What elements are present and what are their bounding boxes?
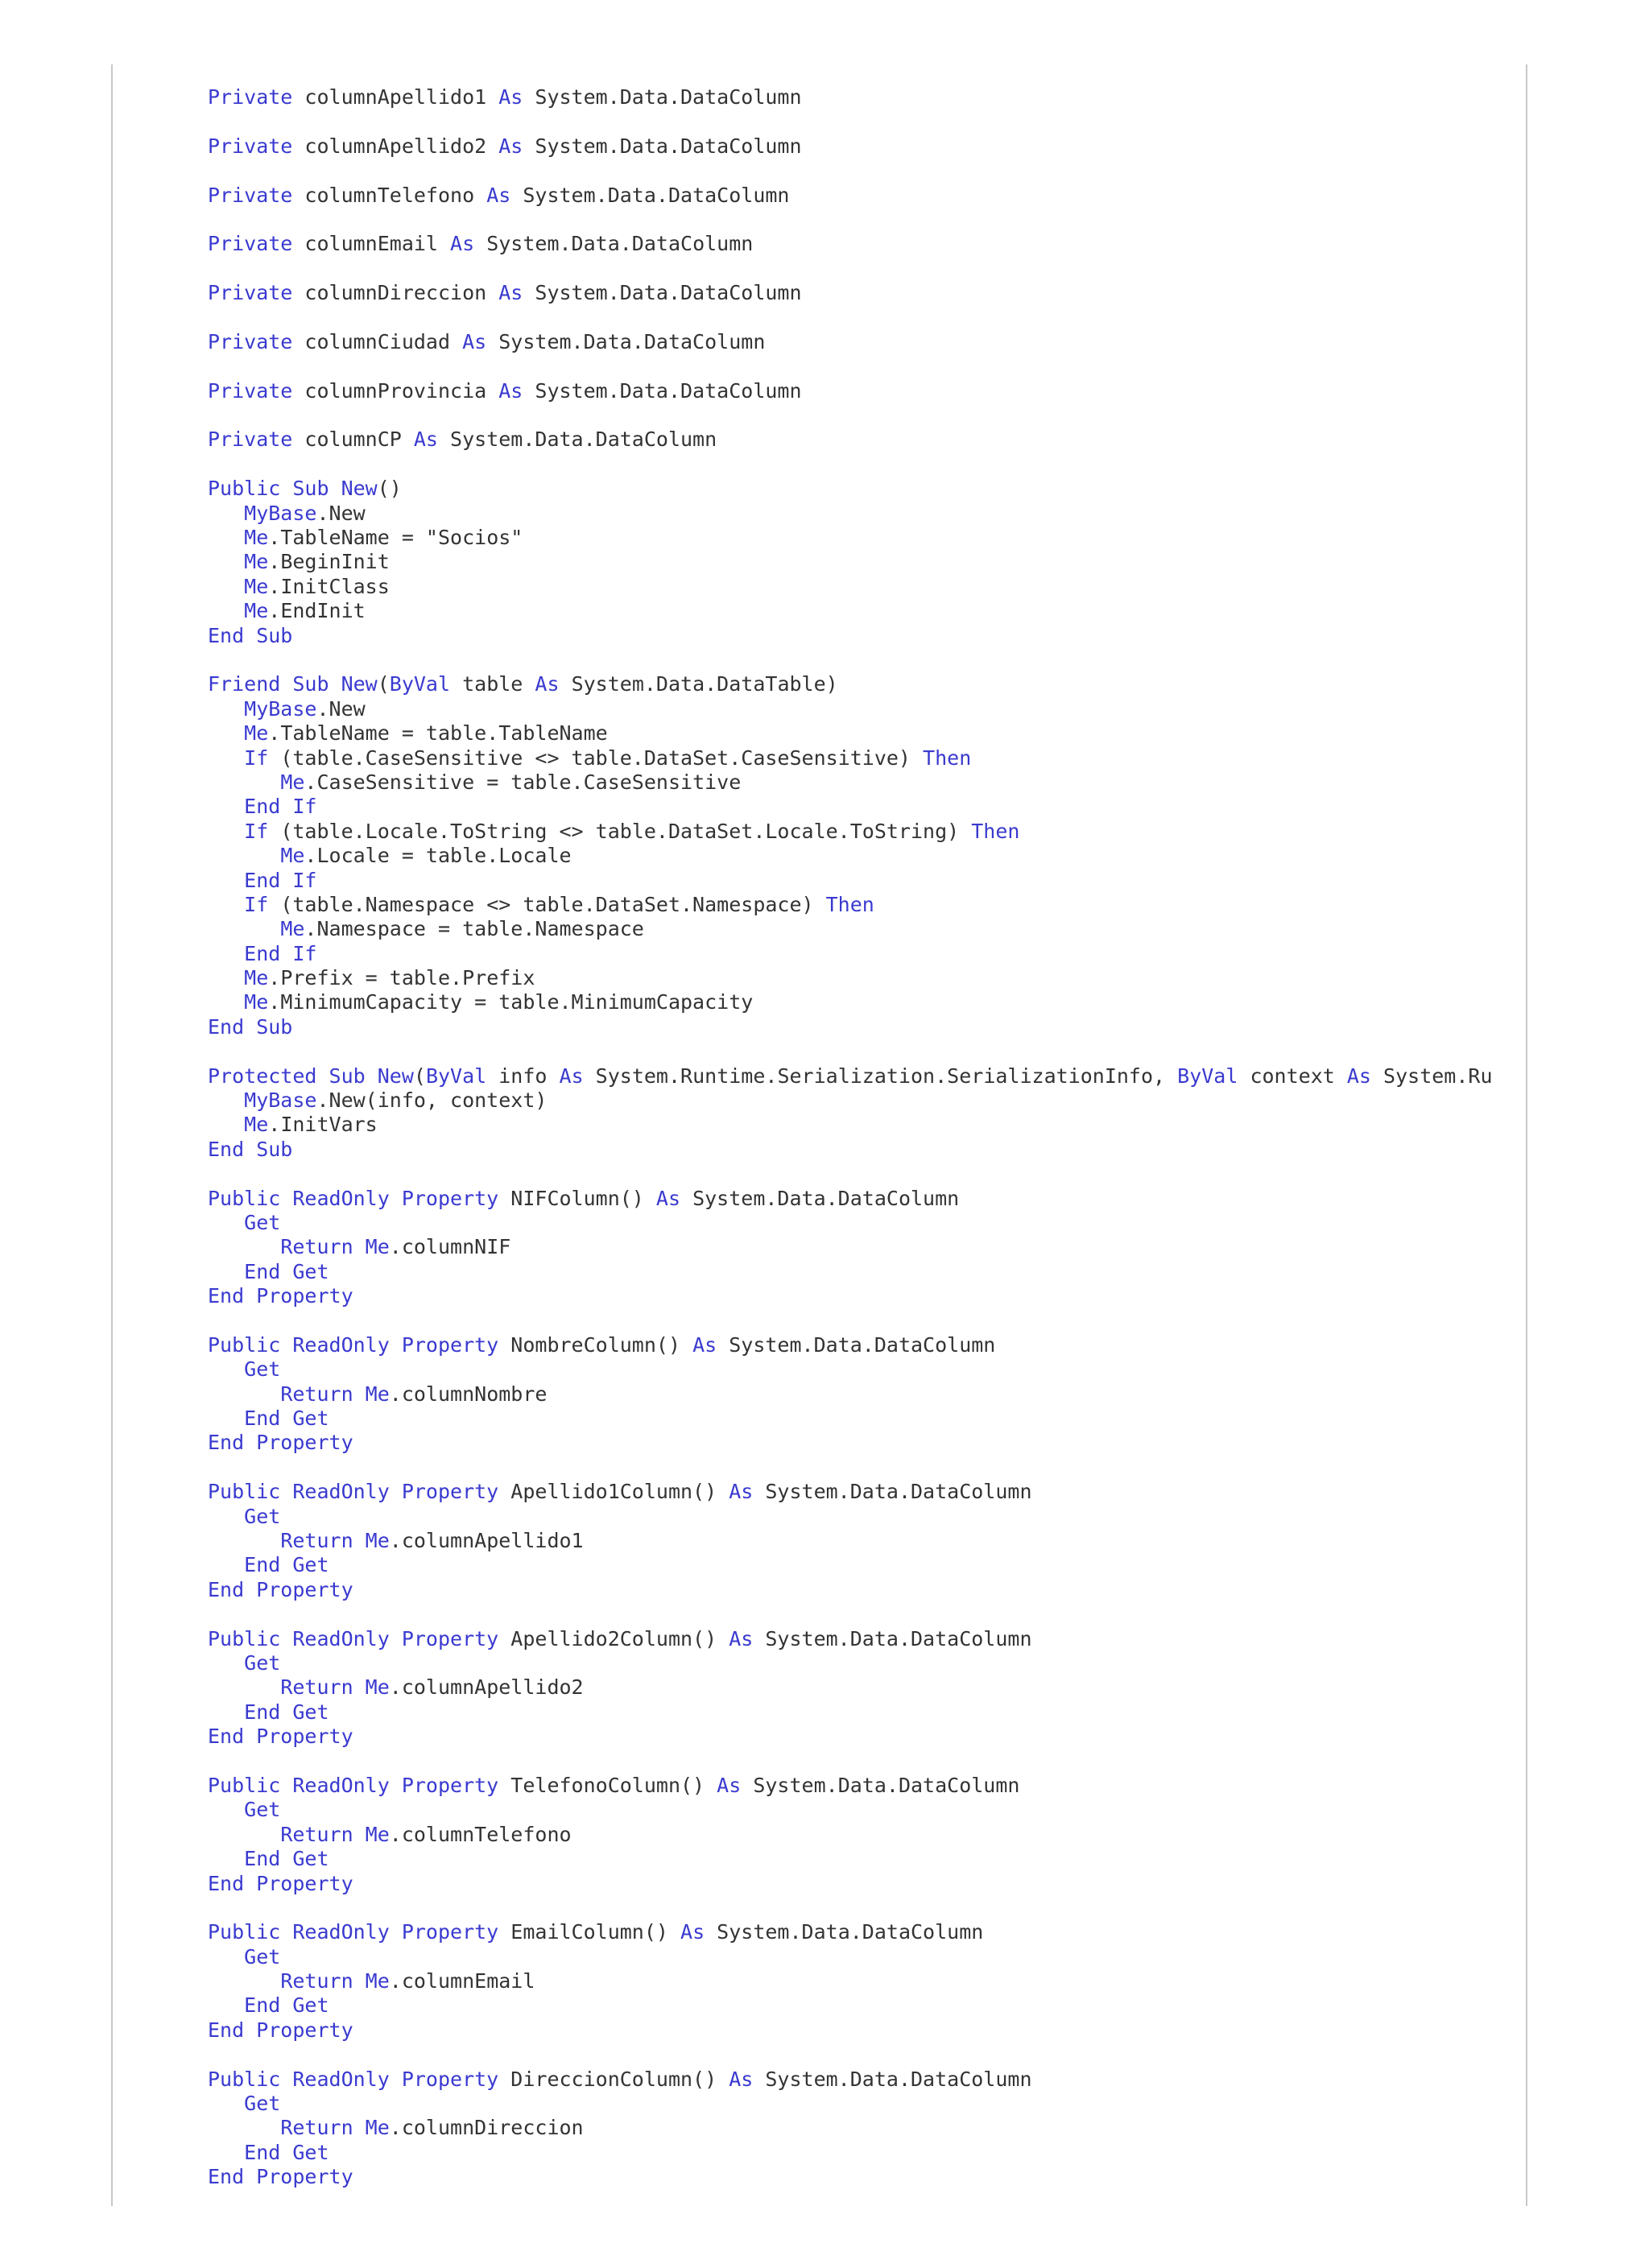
code-text: .New bbox=[316, 501, 366, 525]
blank-line bbox=[208, 109, 1649, 134]
code-line bbox=[208, 1260, 1649, 1284]
code-keyword: Return Me bbox=[280, 1529, 390, 1553]
code-text: .EndInit bbox=[268, 599, 366, 623]
code-line bbox=[208, 477, 1649, 501]
code-text bbox=[208, 697, 244, 721]
blank-line bbox=[208, 648, 1649, 672]
code-listing bbox=[208, 85, 1649, 2190]
blank-line bbox=[208, 1309, 1649, 1333]
code-text bbox=[208, 502, 244, 525]
code-text bbox=[208, 893, 244, 916]
code-keyword: As bbox=[729, 2067, 754, 2091]
code-text: .columnNIF bbox=[389, 1235, 511, 1259]
blank-line bbox=[208, 2043, 1649, 2067]
code-keyword: End If bbox=[244, 795, 317, 819]
code-text: .Prefix = table.Prefix bbox=[268, 966, 535, 990]
code-text: System.Data.DataColumn bbox=[523, 134, 802, 158]
code-text: .CaseSensitive = table.CaseSensitive bbox=[304, 770, 742, 794]
code-keyword: As bbox=[498, 85, 523, 109]
code-keyword: Me bbox=[244, 526, 269, 550]
code-text bbox=[208, 1529, 280, 1552]
code-text: System.Data.DataColumn bbox=[680, 1186, 960, 1210]
code-text bbox=[208, 1798, 244, 1821]
code-keyword: End Property bbox=[208, 2018, 353, 2042]
code-line bbox=[208, 1480, 1649, 1504]
code-text: TelefonoColumn() bbox=[498, 1773, 717, 1797]
code-keyword: Then bbox=[923, 746, 972, 770]
code-line bbox=[208, 2116, 1649, 2140]
code-line bbox=[208, 184, 1649, 208]
code-text: table bbox=[450, 672, 535, 696]
code-keyword: As bbox=[1346, 1064, 1371, 1088]
code-line bbox=[208, 1015, 1649, 1039]
code-text: .columnEmail bbox=[389, 1969, 535, 1993]
code-text: .New bbox=[316, 696, 366, 721]
code-text bbox=[208, 770, 280, 794]
code-text bbox=[208, 1260, 244, 1283]
code-line bbox=[208, 966, 1649, 990]
code-text: .InitClass bbox=[268, 574, 390, 598]
code-keyword: Public ReadOnly Property bbox=[208, 1773, 499, 1797]
code-text: System.Data.DataTable) bbox=[559, 672, 838, 696]
code-line bbox=[208, 942, 1649, 966]
code-keyword: As bbox=[498, 378, 523, 403]
code-keyword: Private bbox=[208, 329, 293, 353]
code-keyword: End Sub bbox=[208, 1014, 293, 1039]
code-text: .Namespace = table.Namespace bbox=[304, 917, 644, 941]
code-text bbox=[208, 746, 244, 770]
code-text: System.Data.DataColumn bbox=[753, 2067, 1032, 2091]
code-line bbox=[208, 1945, 1649, 1969]
code-line bbox=[208, 1284, 1649, 1308]
code-text bbox=[208, 575, 244, 598]
code-keyword: Me bbox=[244, 550, 269, 574]
code-line bbox=[208, 2092, 1649, 2116]
code-keyword: End Get bbox=[244, 1700, 329, 1724]
code-line bbox=[208, 1407, 1649, 1431]
code-text bbox=[208, 2116, 280, 2139]
code-keyword: Return Me bbox=[280, 2116, 390, 2140]
code-keyword: Public ReadOnly Property bbox=[208, 1626, 499, 1650]
blank-line bbox=[208, 208, 1649, 232]
code-line bbox=[208, 844, 1649, 868]
code-keyword: As bbox=[450, 232, 475, 256]
code-text: .New(info, context) bbox=[316, 1089, 548, 1113]
code-keyword: Get bbox=[244, 1210, 281, 1234]
code-keyword: MyBase bbox=[244, 501, 317, 525]
code-text: System.Data.DataColumn bbox=[510, 183, 790, 207]
code-keyword: Private bbox=[208, 85, 293, 109]
code-line bbox=[208, 1872, 1649, 1896]
code-line bbox=[208, 1578, 1649, 1602]
code-keyword: Private bbox=[208, 232, 293, 256]
code-keyword: MyBase bbox=[244, 1089, 317, 1113]
code-line bbox=[208, 1553, 1649, 1577]
code-text bbox=[208, 1675, 280, 1699]
code-line bbox=[208, 232, 1649, 256]
code-text: ( bbox=[377, 672, 390, 696]
code-line bbox=[208, 1847, 1649, 1871]
code-line bbox=[208, 1382, 1649, 1407]
code-text: () bbox=[377, 477, 402, 501]
code-text: .TableName = "Socios" bbox=[268, 526, 523, 550]
blank-line bbox=[208, 1039, 1649, 1064]
code-line bbox=[208, 550, 1649, 574]
code-keyword: Me bbox=[244, 574, 269, 598]
code-line bbox=[208, 1089, 1649, 1113]
code-text: (table.Locale.ToString <> table.DataSet.Locale.ToString) bbox=[268, 819, 972, 843]
code-line bbox=[208, 599, 1649, 623]
blank-line bbox=[208, 1750, 1649, 1774]
code-line bbox=[208, 1700, 1649, 1725]
code-keyword: As bbox=[680, 1920, 705, 1944]
code-text: columnProvincia bbox=[292, 378, 499, 403]
code-text bbox=[208, 1235, 280, 1258]
code-keyword: Me bbox=[244, 721, 269, 746]
code-text: columnEmail bbox=[292, 232, 451, 256]
code-keyword: Private bbox=[208, 134, 293, 158]
blank-line bbox=[208, 354, 1649, 378]
code-keyword: Return Me bbox=[280, 1675, 390, 1700]
code-keyword: Private bbox=[208, 281, 293, 305]
code-keyword: End If bbox=[244, 941, 317, 965]
code-text: System.Data.DataColumn bbox=[523, 281, 802, 305]
code-line bbox=[208, 624, 1649, 648]
code-keyword: End Property bbox=[208, 2165, 353, 2189]
code-line bbox=[208, 1993, 1649, 2018]
code-line bbox=[208, 526, 1649, 550]
code-keyword: End Get bbox=[244, 1553, 329, 1577]
left-margin-rule bbox=[111, 64, 113, 2206]
code-keyword: End Sub bbox=[208, 1137, 293, 1161]
blank-line bbox=[208, 1456, 1649, 1480]
code-keyword: End Property bbox=[208, 1431, 353, 1455]
code-text bbox=[208, 1945, 244, 1968]
code-text: System.Data.DataColumn bbox=[717, 1332, 996, 1357]
code-keyword: As bbox=[498, 134, 523, 158]
code-text: System.Data.DataColumn bbox=[753, 1626, 1032, 1650]
blank-line bbox=[208, 452, 1649, 477]
code-text: Apellido2Column() bbox=[498, 1626, 729, 1650]
code-text: (table.CaseSensitive <> table.DataSet.CaseSensitive) bbox=[268, 746, 924, 770]
code-text bbox=[208, 1847, 244, 1870]
code-line bbox=[208, 1431, 1649, 1455]
code-text bbox=[208, 1823, 280, 1846]
code-text bbox=[208, 1407, 244, 1430]
code-line bbox=[208, 1920, 1649, 1944]
code-keyword: Public ReadOnly Property bbox=[208, 1480, 499, 1504]
code-line bbox=[208, 672, 1649, 696]
code-text: .columnTelefono bbox=[389, 1822, 572, 1846]
code-text: .columnNombre bbox=[389, 1382, 548, 1406]
code-text: System.Runtime.Serialization.SerializationInfo, bbox=[583, 1064, 1178, 1088]
code-line bbox=[208, 502, 1649, 526]
code-keyword: Me bbox=[244, 966, 269, 990]
code-text bbox=[208, 942, 244, 965]
code-keyword: If bbox=[244, 892, 269, 916]
code-line bbox=[208, 379, 1649, 403]
code-text bbox=[208, 917, 280, 940]
code-keyword: As bbox=[559, 1064, 584, 1088]
code-text: .BeginInit bbox=[268, 550, 390, 574]
code-text bbox=[208, 2092, 244, 2115]
code-keyword: Get bbox=[244, 1944, 281, 1968]
code-line bbox=[208, 2018, 1649, 2043]
code-keyword: If bbox=[244, 819, 269, 843]
blank-line bbox=[208, 1162, 1649, 1186]
code-line bbox=[208, 917, 1649, 941]
code-keyword: Friend Sub New bbox=[208, 672, 378, 696]
code-line bbox=[208, 1823, 1649, 1847]
code-keyword: As bbox=[486, 183, 511, 207]
code-line bbox=[208, 85, 1649, 109]
code-text: .TableName = table.TableName bbox=[268, 721, 608, 746]
code-text bbox=[208, 1357, 244, 1381]
code-keyword: Get bbox=[244, 2092, 281, 2116]
code-line bbox=[208, 820, 1649, 844]
code-text: .InitVars bbox=[268, 1113, 378, 1137]
code-keyword: End Get bbox=[244, 1847, 329, 1871]
code-keyword: Me bbox=[280, 844, 305, 868]
code-text: System.Data.DataColumn bbox=[753, 1480, 1032, 1504]
code-text: System.Ru bbox=[1370, 1064, 1493, 1088]
code-keyword: As bbox=[535, 672, 560, 696]
code-text: System.Data.DataColumn bbox=[437, 428, 717, 452]
code-keyword: If bbox=[244, 746, 269, 770]
code-line bbox=[208, 1113, 1649, 1137]
code-keyword: Me bbox=[280, 917, 305, 941]
code-keyword: ByVal bbox=[389, 672, 451, 696]
code-text: NIFColumn() bbox=[498, 1186, 656, 1210]
code-keyword: As bbox=[717, 1773, 742, 1797]
code-line bbox=[208, 1064, 1649, 1089]
code-line bbox=[208, 2068, 1649, 2092]
code-keyword: End If bbox=[244, 868, 317, 892]
code-line bbox=[208, 1675, 1649, 1700]
code-text: columnDireccion bbox=[292, 281, 499, 305]
code-text: info bbox=[486, 1064, 560, 1088]
code-keyword: End Property bbox=[208, 1284, 353, 1308]
code-keyword: Public ReadOnly Property bbox=[208, 1332, 499, 1357]
code-keyword: Get bbox=[244, 1504, 281, 1528]
code-text bbox=[208, 990, 244, 1014]
code-keyword: As bbox=[729, 1480, 754, 1504]
code-text: .columnDireccion bbox=[389, 2116, 584, 2140]
code-keyword: Private bbox=[208, 378, 293, 403]
code-keyword: ByVal bbox=[1177, 1064, 1238, 1088]
code-keyword: Private bbox=[208, 183, 293, 207]
code-text: .Locale = table.Locale bbox=[304, 844, 572, 868]
code-text: EmailColumn() bbox=[498, 1920, 681, 1944]
code-line bbox=[208, 746, 1649, 770]
code-keyword: Return Me bbox=[280, 1822, 390, 1846]
code-line bbox=[208, 575, 1649, 599]
code-keyword: Return Me bbox=[280, 1235, 390, 1259]
code-line bbox=[208, 281, 1649, 305]
code-line bbox=[208, 1333, 1649, 1357]
code-keyword: Public ReadOnly Property bbox=[208, 1920, 499, 1944]
code-keyword: Me bbox=[244, 1113, 269, 1137]
code-text: (table.Namespace <> table.DataSet.Namespace) bbox=[268, 892, 826, 916]
code-line bbox=[208, 770, 1649, 795]
code-keyword: End Property bbox=[208, 1871, 353, 1895]
code-keyword: End Sub bbox=[208, 623, 293, 647]
code-text bbox=[208, 1113, 244, 1136]
code-line bbox=[208, 990, 1649, 1014]
code-keyword: Public ReadOnly Property bbox=[208, 2067, 499, 2091]
code-text: .columnApellido1 bbox=[389, 1529, 584, 1553]
code-line bbox=[208, 1187, 1649, 1211]
code-text: columnCiudad bbox=[292, 329, 463, 353]
code-text bbox=[208, 1969, 280, 1993]
code-text bbox=[208, 820, 244, 843]
code-keyword: As bbox=[462, 329, 487, 353]
code-line bbox=[208, 1357, 1649, 1382]
code-text: Apellido1Column() bbox=[498, 1480, 729, 1504]
code-text bbox=[208, 526, 244, 549]
code-text bbox=[208, 599, 244, 622]
code-line bbox=[208, 1138, 1649, 1162]
code-text: ( bbox=[413, 1064, 426, 1088]
code-text bbox=[208, 966, 244, 989]
code-text: System.Data.DataColumn bbox=[474, 232, 754, 256]
code-keyword: Me bbox=[244, 599, 269, 623]
code-line bbox=[208, 1725, 1649, 1749]
code-line bbox=[208, 1505, 1649, 1529]
code-line bbox=[208, 1969, 1649, 1993]
code-keyword: MyBase bbox=[244, 696, 317, 721]
blank-line bbox=[208, 403, 1649, 428]
code-line bbox=[208, 869, 1649, 893]
code-keyword: End Get bbox=[244, 2140, 329, 2164]
code-keyword: ByVal bbox=[425, 1064, 487, 1088]
code-keyword: As bbox=[655, 1186, 681, 1210]
code-line bbox=[208, 893, 1649, 917]
code-text: DireccionColumn() bbox=[498, 2067, 729, 2091]
code-keyword: Return Me bbox=[280, 1382, 390, 1406]
code-text: System.Data.DataColumn bbox=[705, 1920, 984, 1944]
code-text bbox=[208, 1553, 244, 1576]
code-line bbox=[208, 795, 1649, 819]
code-text bbox=[208, 550, 244, 573]
code-line bbox=[208, 330, 1649, 354]
code-keyword: As bbox=[498, 281, 523, 305]
code-text: columnApellido1 bbox=[292, 85, 499, 109]
code-keyword: Protected Sub New bbox=[208, 1064, 414, 1088]
code-line bbox=[208, 1774, 1649, 1798]
code-text bbox=[208, 844, 280, 867]
code-text: System.Data.DataColumn bbox=[523, 378, 802, 403]
code-text: columnApellido2 bbox=[292, 134, 499, 158]
code-text bbox=[208, 795, 244, 818]
code-text: System.Data.DataColumn bbox=[741, 1773, 1020, 1797]
code-keyword: As bbox=[413, 428, 438, 452]
code-keyword: As bbox=[692, 1332, 717, 1357]
code-keyword: End Property bbox=[208, 1725, 353, 1749]
code-line bbox=[208, 1211, 1649, 1235]
code-keyword: Then bbox=[971, 819, 1020, 843]
code-keyword: Private bbox=[208, 428, 293, 452]
code-text bbox=[208, 2141, 244, 2164]
code-keyword: As bbox=[729, 1626, 754, 1650]
code-line bbox=[208, 428, 1649, 452]
code-line bbox=[208, 1627, 1649, 1651]
code-line bbox=[208, 697, 1649, 721]
code-keyword: Me bbox=[280, 770, 305, 794]
blank-line bbox=[208, 1896, 1649, 1920]
code-text bbox=[208, 1651, 244, 1675]
code-text: System.Data.DataColumn bbox=[523, 85, 802, 109]
code-text bbox=[208, 1382, 280, 1406]
code-keyword: Public Sub New bbox=[208, 477, 378, 501]
code-keyword: End Get bbox=[244, 1993, 329, 2018]
code-text bbox=[208, 1089, 244, 1112]
code-keyword: Me bbox=[244, 990, 269, 1014]
code-keyword: Then bbox=[825, 892, 874, 916]
blank-line bbox=[208, 306, 1649, 330]
code-line bbox=[208, 2165, 1649, 2189]
code-text: NombreColumn() bbox=[498, 1332, 693, 1357]
code-keyword: Get bbox=[244, 1798, 281, 1822]
blank-line bbox=[208, 1602, 1649, 1626]
code-text bbox=[208, 1211, 244, 1234]
code-text bbox=[208, 869, 244, 892]
code-line bbox=[208, 2141, 1649, 2165]
code-text: .columnApellido2 bbox=[389, 1675, 584, 1700]
blank-line bbox=[208, 159, 1649, 183]
code-text bbox=[208, 1700, 244, 1724]
code-keyword: Get bbox=[244, 1651, 281, 1675]
code-line bbox=[208, 1235, 1649, 1259]
code-keyword: End Get bbox=[244, 1407, 329, 1431]
code-keyword: Public ReadOnly Property bbox=[208, 1186, 499, 1210]
code-line bbox=[208, 1651, 1649, 1675]
code-line bbox=[208, 721, 1649, 746]
code-text: columnCP bbox=[292, 428, 414, 452]
code-text bbox=[208, 1505, 244, 1528]
code-keyword: End Property bbox=[208, 1577, 353, 1601]
code-line bbox=[208, 1798, 1649, 1822]
code-text bbox=[208, 1993, 244, 2017]
code-keyword: End Get bbox=[244, 1259, 329, 1283]
blank-line bbox=[208, 257, 1649, 281]
code-line bbox=[208, 134, 1649, 159]
code-text: .MinimumCapacity = table.MinimumCapacity bbox=[268, 990, 754, 1014]
code-text: System.Data.DataColumn bbox=[486, 329, 766, 353]
code-text: context bbox=[1238, 1064, 1347, 1088]
code-text bbox=[208, 721, 244, 745]
code-line bbox=[208, 1529, 1649, 1553]
code-keyword: Get bbox=[244, 1357, 281, 1382]
code-keyword: Return Me bbox=[280, 1969, 390, 1993]
code-text: columnTelefono bbox=[292, 183, 487, 207]
